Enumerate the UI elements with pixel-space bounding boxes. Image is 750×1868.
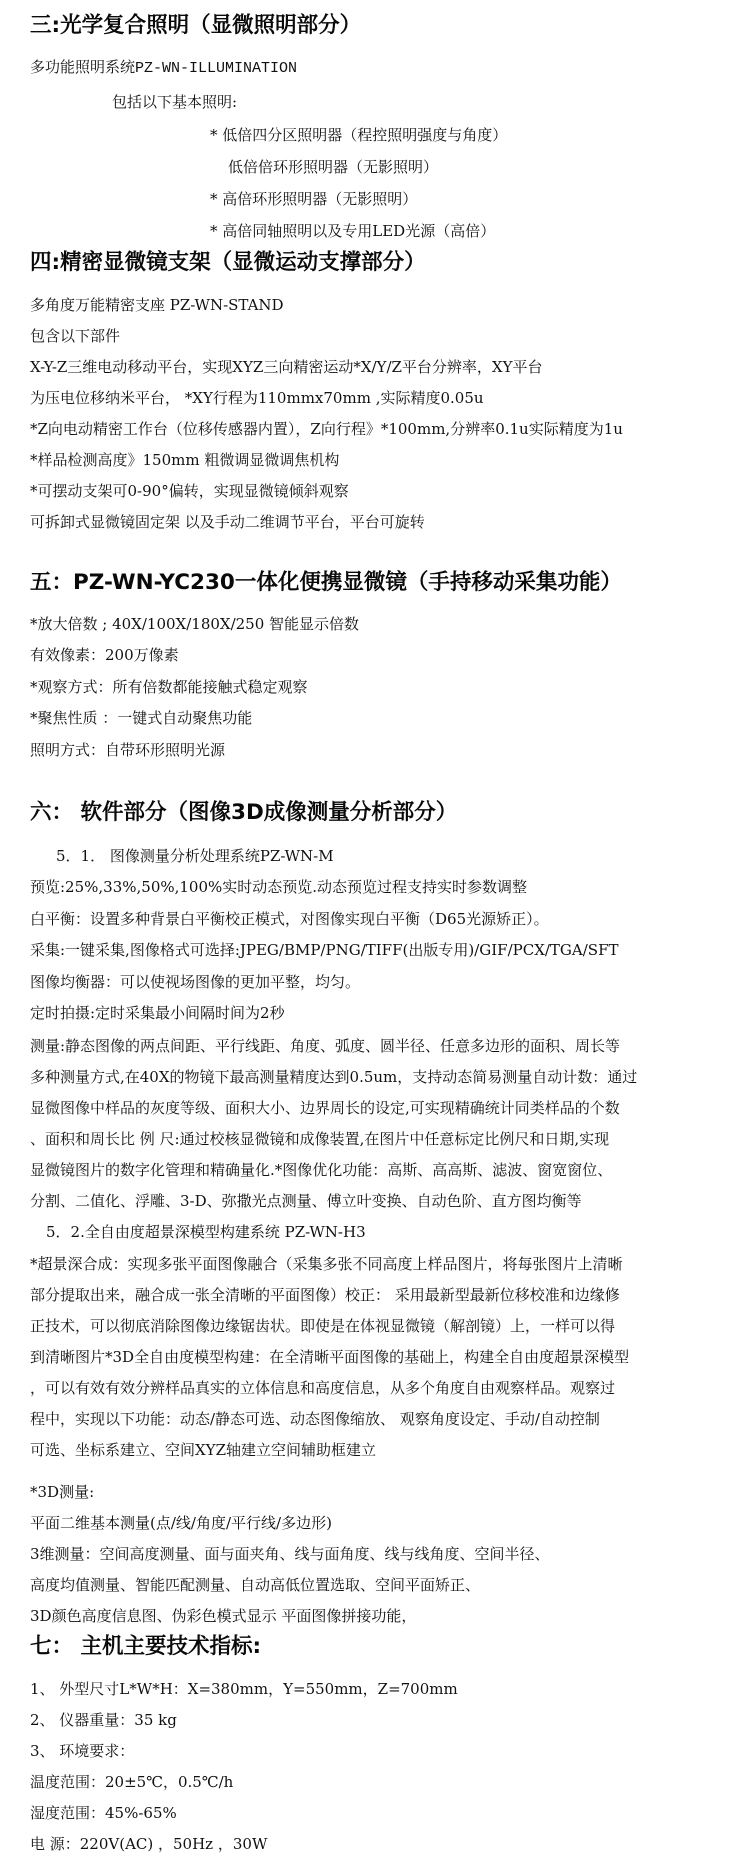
measure-line: 多种测量方式,在40X的物镜下最高测量精度达到0.5um，支持动态简易测量自动计数：通过 — [30, 1068, 638, 1086]
s6-line-preview: 预览:25%,33%,50%,100%实时动态预览.动态预览过程支持实时参数调整 — [30, 878, 528, 896]
depth-line: 到清晰图片*3D全自由度模型构建：在全清晰平面图像的基础上，构建全自由度超景深模型 — [30, 1348, 630, 1366]
s4-line-8: 可拆卸式显微镜固定架 以及手动二维调节平台，平台可旋转 — [30, 513, 425, 531]
s7-line-dimensions: 1、 外型尺寸L*W*H：X=380mm，Y=550mm，Z=700mm — [30, 1680, 458, 1698]
s6-line-equalizer: 图像均衡器：可以使视场图像的更加平整，均匀。 — [30, 973, 361, 991]
section-4-heading: 四:精密显微镜支架（显微运动支撑部分） — [30, 250, 426, 275]
section-3-heading: 三:光学复合照明（显微照明部分） — [30, 13, 362, 38]
s6-subheading-2: 5．2.全自由度超景深模型构建系统 PZ-WN-H3 — [46, 1223, 366, 1241]
depth-line: 正技术，可以彻底消除图像边缘锯齿状。即使是在体视显微镜（解剖镜）上，一样可以得 — [30, 1317, 616, 1335]
s6-line-white-balance: 白平衡：设置多种背景白平衡校正模式，对图像实现白平衡（D65光源矫正）。 — [30, 910, 549, 928]
s6-3d-line-4: 3D颜色高度信息图、伪彩色模式显示 平面图像拼接功能， — [30, 1607, 417, 1625]
depth-line: *超景深合成：实现多张平面图像融合（采集多张不同高度上样品图片，将每张图片上清晰 — [30, 1255, 623, 1273]
s7-line-temperature: 温度范围：20±5℃，0.5℃/h — [30, 1773, 234, 1791]
s3-line-5: * 高倍环形照明器（无影照明） — [210, 190, 418, 208]
s5-line-3: *观察方式：所有倍数都能接触式稳定观察 — [30, 678, 308, 696]
measure-line: 显微图像中样品的灰度等级、面积大小、边界周长的设定,可实现精确统计同类样品的个数 — [30, 1099, 620, 1117]
s6-line-capture: 采集:一键采集,图像格式可选择:JPEG/BMP/PNG/TIFF(出版专用)/GIF/PCX/TGA/SFT — [30, 941, 619, 959]
s4-line-2: 包含以下部件 — [30, 327, 121, 345]
s6-depth-paragraph — [30, 1249, 746, 1466]
s4-line-1: 多角度万能精密支座 PZ-WN-STAND — [30, 296, 284, 314]
s4-line-5: *Z向电动精密工作台（位移传感器内置），Z向行程》*100mm,分辨率0.1u实际精度为1u — [30, 420, 623, 438]
s4-line-3: X-Y-Z三维电动移动平台，实现XYZ三向精密运动*X/Y/Z平台分辨率，XY平台 — [30, 358, 543, 376]
s5-line-1: *放大倍数 ; 40X/100X/180X/250 智能显示倍数 — [30, 615, 360, 633]
s3-line-2: 包括以下基本照明: — [112, 93, 238, 111]
s6-measure-paragraph — [30, 1031, 746, 1217]
s6-3d-line-3: 高度均值测量、智能匹配测量、自动高低位置选取、空间平面矫正、 — [30, 1576, 481, 1594]
depth-line: 部分提取出来，融合成一张全清晰的平面图像）校正： 采用最新型最新位移校准和边缘修 — [30, 1286, 620, 1304]
s7-line-environment: 3、 环境要求： — [30, 1742, 135, 1760]
measure-line: 、面积和周长比 例 尺:通过校核显微镜和成像装置,在图片中任意标定比例尺和日期,实现 — [30, 1130, 610, 1148]
depth-line: 可选、坐标系建立、空间XYZ轴建立空间辅助框建立 — [30, 1441, 377, 1459]
s4-line-7: *可摆动支架可0-90°偏转，实现显微镜倾斜观察 — [30, 482, 349, 500]
section-6-heading: 六： 软件部分（图像3D成像测量分析部分） — [30, 800, 458, 825]
depth-line: ，可以有效有效分辨样品真实的立体信息和高度信息，从多个角度自由观察样品。观察过 — [30, 1379, 616, 1397]
s4-line-6: *样品检测高度》150mm 粗微调显微调焦机构 — [30, 451, 340, 469]
section-7-heading: 七： 主机主要技术指标: — [30, 1634, 262, 1659]
s6-subheading-1: 5．1． 图像测量分析处理系统PZ-WN-M — [56, 847, 334, 865]
measure-line: 显微镜图片的数字化管理和精确量化.*图像优化功能：高斯、高高斯、滤波、窗宽窗位、 — [30, 1161, 613, 1179]
s7-line-weight: 2、 仪器重量：35 kg — [30, 1711, 177, 1729]
s6-3d-line-1: 平面二维基本测量(点/线/角度/平行线/多边形) — [30, 1514, 332, 1532]
s3-line-1: 多功能照明系统PZ-WN-ILLUMINATION — [30, 60, 298, 77]
s5-line-2: 有效像素：200万像素 — [30, 646, 179, 664]
s3-line-3: * 低倍四分区照明器（程控照明强度与角度） — [210, 126, 508, 144]
s6-3d-measure-title: *3D测量: — [30, 1483, 95, 1501]
s3-line-4: 低倍倍环形照明器（无影照明） — [228, 158, 439, 176]
s6-3d-line-2: 3维测量：空间高度测量、面与面夹角、线与面角度、线与线角度、空间半径、 — [30, 1545, 550, 1563]
s7-line-power: 电 源：220V(AC) ，50Hz ，30W — [30, 1835, 268, 1853]
s6-line-timer: 定时拍摄:定时采集最小间隔时间为2秒 — [30, 1004, 285, 1022]
section-5-heading: 五：PZ-WN-YC230一体化便携显微镜（手持移动采集功能） — [30, 570, 622, 595]
s5-line-4: *聚焦性质 ：一键式自动聚焦功能 — [30, 709, 253, 727]
measure-line: 测量:静态图像的两点间距、平行线距、角度、弧度、圆半径、任意多边形的面积、周长等 — [30, 1037, 621, 1055]
measure-line: 分割、二值化、浮雕、3-D、弥撒光点测量、傅立叶变换、自动色阶、直方图均衡等 — [30, 1192, 582, 1210]
s7-line-humidity: 湿度范围：45%-65% — [30, 1804, 177, 1822]
s4-line-4: 为压电位移纳米平台， *XY行程为110mmx70mm ,实际精度0.05u — [30, 389, 484, 407]
depth-line: 程中，实现以下功能：动态/静态可选、动态图像缩放、 观察角度设定、手动/自动控制 — [30, 1410, 600, 1428]
s5-line-5: 照明方式：自带环形照明光源 — [30, 741, 226, 759]
s3-line-6: * 高倍同轴照明以及专用LED光源（高倍） — [210, 222, 496, 240]
